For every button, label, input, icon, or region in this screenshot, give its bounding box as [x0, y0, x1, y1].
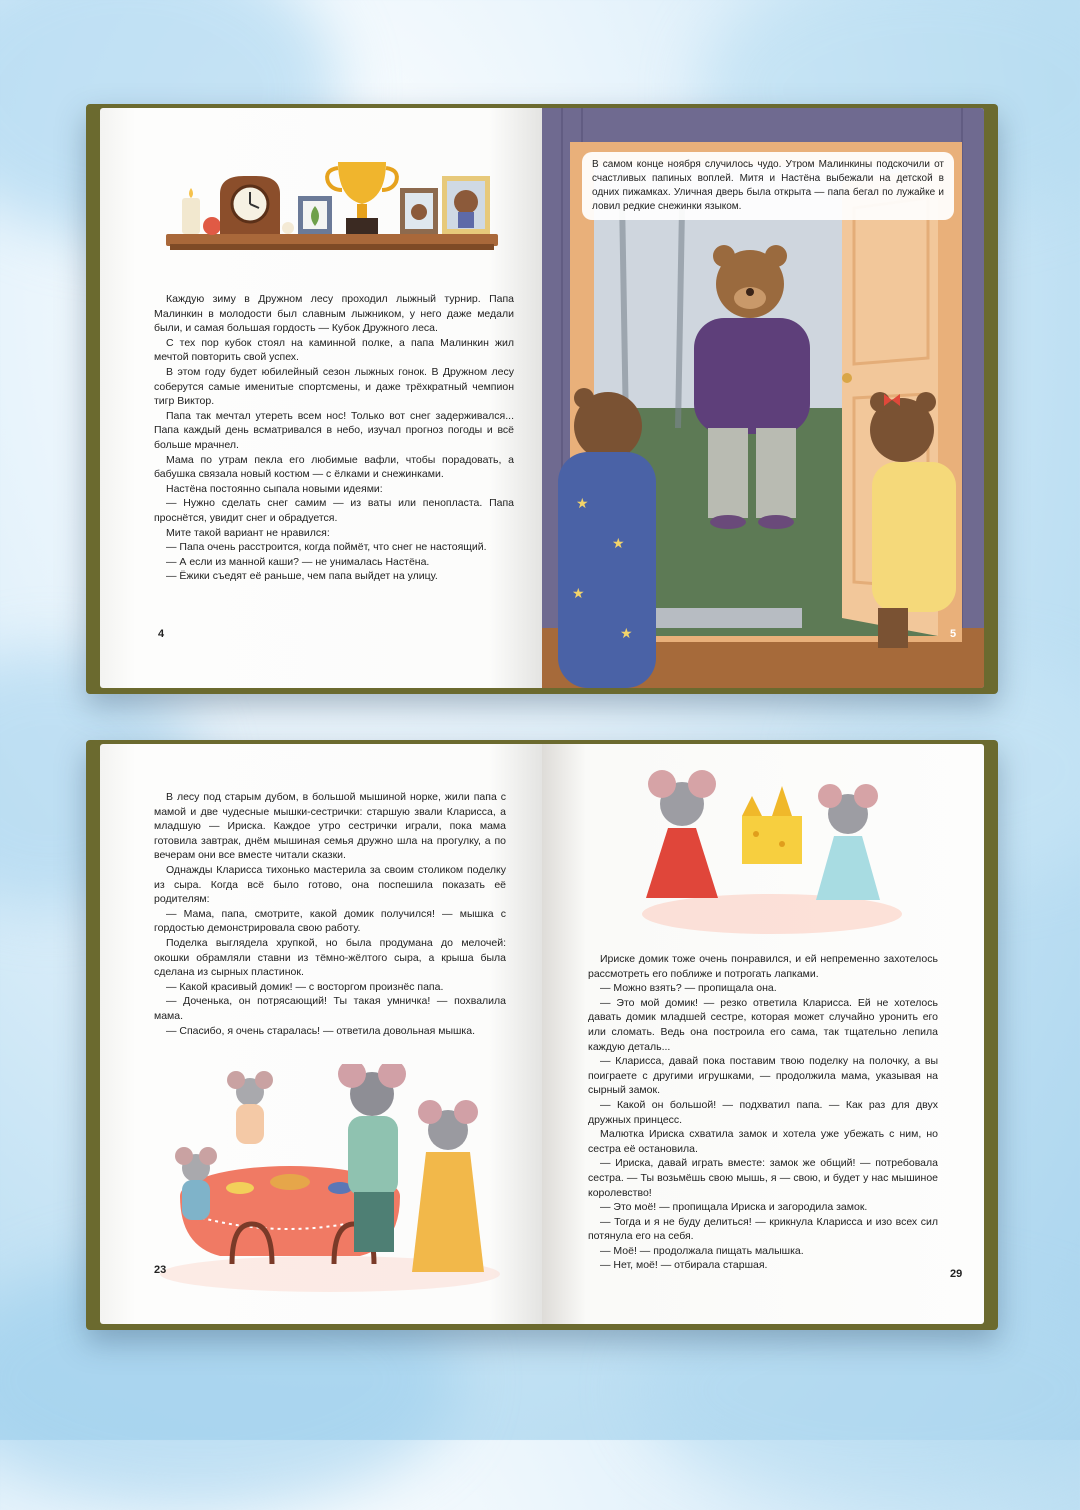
paragraph: — Тогда и я не буду делиться! — крикнула Кларисса и изо всех сил потянула его на себя. — [588, 1215, 938, 1243]
svg-text:★: ★ — [620, 626, 633, 642]
paragraph: — Какой красивый домик! — с восторгом произнёс папа. — [166, 980, 444, 993]
paragraph: — Мама, папа, смотрите, какой домик получился! — мышка с гордостью демонстрировала свою работу. — [154, 907, 506, 935]
story-text — [154, 790, 506, 1038]
paragraph: Мама по утрам пекла его любимые вафли, чтобы порадовать, а бабушка связала новый костюм — с ёлками и снежинками. — [154, 453, 514, 481]
mice-castle-illustration — [622, 764, 922, 944]
paragraph: Мите такой вариант не нравился: — [166, 526, 330, 539]
page-number: 23 — [154, 1264, 167, 1276]
page-left — [100, 108, 542, 688]
story-text — [588, 952, 938, 1273]
svg-text:★: ★ — [576, 496, 589, 512]
story-text — [154, 292, 514, 584]
paragraph: В этом году будет юбилейный сезон лыжных гонок. В Дружном лесу соберутся самые именитые спортсмены, и даже трёхкратный чемпион тигр Виктор. — [154, 365, 514, 408]
paragraph: — Моё! — продолжала пищать малышка. — [600, 1244, 804, 1257]
page-number: 29 — [950, 1268, 963, 1280]
shelf-illustration — [160, 148, 520, 258]
page-number: 5 — [950, 628, 957, 640]
page-number: 4 — [158, 628, 165, 640]
svg-text:★: ★ — [572, 586, 585, 602]
book-spread-bottom — [86, 740, 998, 1330]
paragraph: Малютка Ириска схватила замок и хотела уже убежать с ним, но сестра её остановила. — [588, 1128, 938, 1155]
paragraph: Однажды Кларисса тихонько мастерила за своим столиком поделку из сыра. Когда всё было готово, она поспешила показать её родителям: — [154, 863, 506, 906]
mouse-family-illustration — [140, 1064, 540, 1294]
paragraph: — Какой он большой! — подхватил папа. — Как раз для двух дружных принцесс. — [588, 1098, 938, 1126]
page-right — [542, 744, 984, 1324]
paragraph: Ириске домик тоже очень понравился, и ей непременно захотелось рассмотреть его поближе и потрогать лапками. — [588, 953, 938, 980]
paragraph: — Нужно сделать снег самим — из ваты или пенопласта. Папа проснётся, увидит снег и обрадуется. — [154, 497, 514, 524]
paragraph: — Это мой домик! — резко ответила Кларисса. Ей не хотелось давать домик младшей сестре, которая может случайно уронить его или сломать. Ведь она построила его сама, так тщательно лепила каждую деталь... — [588, 996, 938, 1053]
paragraph: Поделка выглядела хрупкой, но была продумана до мелочей: окошки обрамляли ставни из тёмно-жёлтого сыра, а крыша была сделана из сырных пластинок. — [154, 936, 506, 979]
paragraph: — Папа очень расстроится, когда поймёт, что снег не настоящий. — [166, 541, 487, 554]
paragraph: — Нет, моё! — отбирала старшая. — [600, 1259, 768, 1272]
paragraph: — Ириска, давай играть вместе: замок же общий! — потребовала сестра. — Ты возьмёшь свою мышь, я — свою, и будет у нас мышиное королевство! — [588, 1157, 938, 1199]
paragraph: — Спасибо, я очень старалась! — ответила довольная мышка. — [166, 1024, 476, 1037]
paragraph: Каждую зиму в Дружном лесу проходил лыжный турнир. Папа Малинкин в молодости был славным лыжником, у него даже медали были, и самая большая гордость — Кубок Дружного леса. — [154, 293, 514, 335]
svg-text:★: ★ — [612, 536, 625, 552]
page-right — [542, 108, 984, 688]
paragraph: — Это моё! — пропищала Ириска и загородила замок. — [600, 1201, 868, 1214]
paragraph: С тех пор кубок стоял на каминной полке, а папа Малинкин жил мечтой повторить свой успех. — [154, 336, 514, 364]
paragraph: — Ёжики съедят её раньше, чем папа выйдет на улицу. — [166, 570, 438, 583]
paragraph: — Кларисса, давай пока поставим твою поделку на полочку, а вы поиграете с другими игрушками, — продолжила мама, указывая на сырный замок. — [588, 1055, 938, 1097]
paragraph: В лесу под старым дубом, в большой мышиной норке, жили папа с мамой и две чудесные мышки-сестрички: старшую звали Кларисса, а младшую — Ириска. Каждое утро сестрички играли, пока мама готовила завтрак, днём мышиная семья дружно шла на прогулку, а по вечерам они все вместе читали сказки. — [154, 791, 506, 862]
paragraph: — Доченька, он потрясающий! Ты такая умничка! — похвалила мама. — [154, 995, 506, 1022]
paragraph: — Можно взять? — пропищала она. — [600, 982, 777, 995]
book-spread-top — [86, 104, 998, 694]
illustration-caption: В самом конце ноября случилось чудо. Утром Малинкины подскочили от счастливых папиных воплей. Митя и Настёна выбежали на детской в одних пижамках. Уличная дверь была открыта — папа бегал по лужайке и ловил редкие снежинки языком. — [582, 152, 954, 220]
page-left — [100, 744, 542, 1324]
paragraph: Настёна постоянно сыпала новыми идеями: — [166, 482, 383, 495]
paragraph: — А если из манной каши? — не унималась Настёна. — [166, 555, 430, 568]
paragraph: Папа так мечтал утереть всем нос! Только вот снег задерживался... Папа каждый день всматривался в небо, изучал прогноз погоды и всё больше мрачнел. — [154, 409, 514, 451]
